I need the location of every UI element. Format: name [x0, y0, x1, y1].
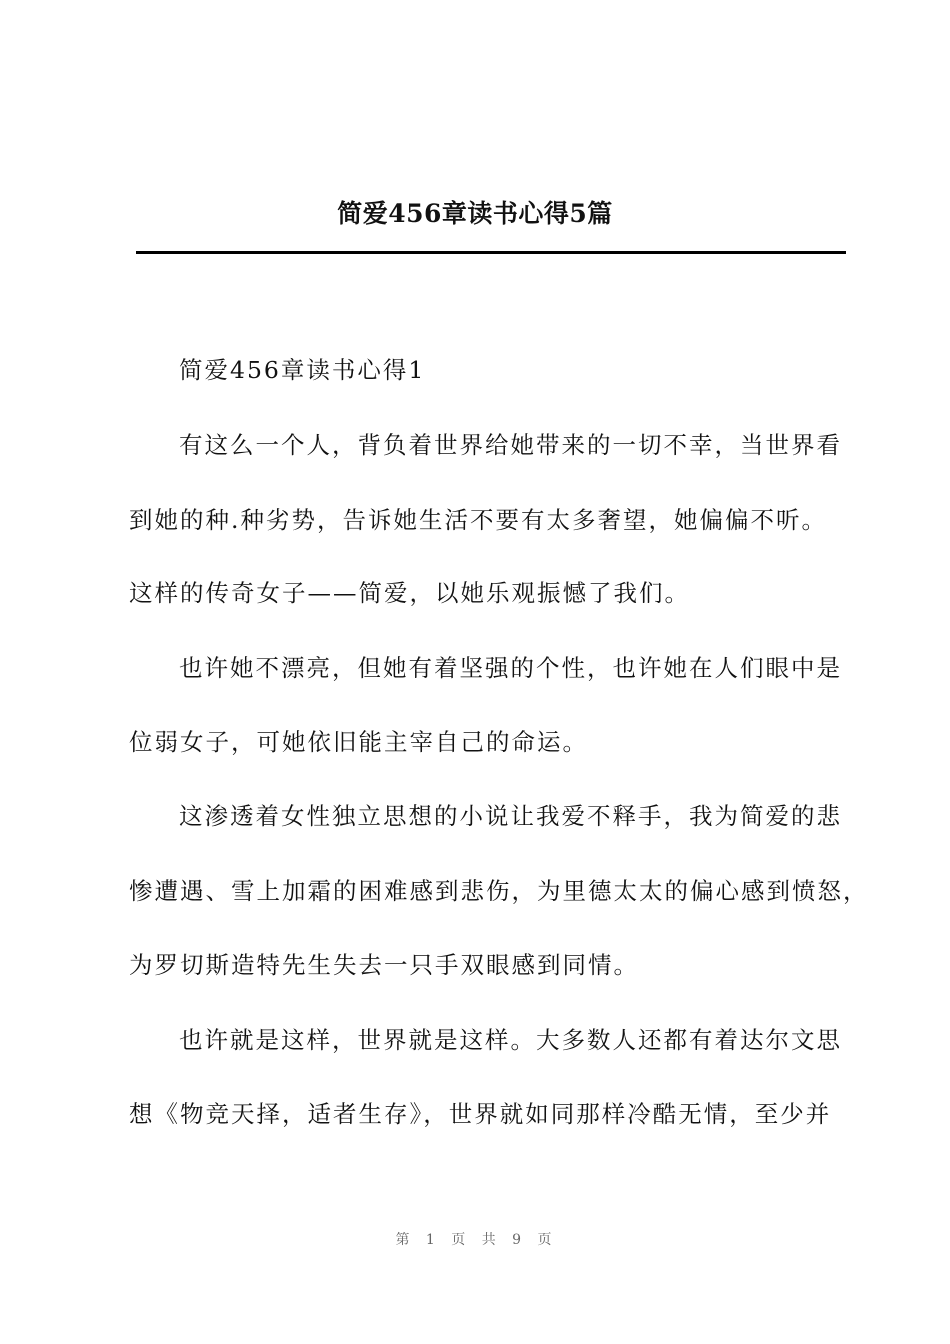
- body-line: 位弱女子，可她依旧能主宰自己的命运。: [129, 728, 588, 756]
- body-line: 到她的种.种劣势，告诉她生活不要有太多奢望，她偏偏不听。: [129, 506, 827, 534]
- page-number-footer: 第 1 页 共 9 页: [395, 1232, 555, 1248]
- body-line: 这样的传奇女子——简爱，以她乐观振憾了我们。: [129, 579, 690, 607]
- section-heading: 简爱456章读书心得1: [179, 356, 426, 384]
- body-line: 惨遭遇、雪上加霜的困难感到悲伤，为里德太太的偏心感到愤怒，: [129, 877, 869, 905]
- body-line: 这渗透着女性独立思想的小说让我爱不释手，我为简爱的悲: [179, 802, 842, 830]
- title-divider: [136, 251, 846, 254]
- body-line: 有这么一个人，背负着世界给她带来的一切不幸，当世界看: [179, 431, 842, 459]
- document-title: 简爱456章读书心得5篇: [337, 199, 613, 228]
- body-line: 也许她不漂亮，但她有着坚强的个性，也许她在人们眼中是: [179, 654, 842, 682]
- body-line: 为罗切斯造特先生失去一只手双眼感到同情。: [129, 951, 639, 979]
- body-line: 也许就是这样，世界就是这样。大多数人还都有着达尔文思: [179, 1026, 842, 1054]
- body-line: 想《物竞天择，适者生存》，世界就如同那样冷酷无情，至少并: [129, 1100, 832, 1128]
